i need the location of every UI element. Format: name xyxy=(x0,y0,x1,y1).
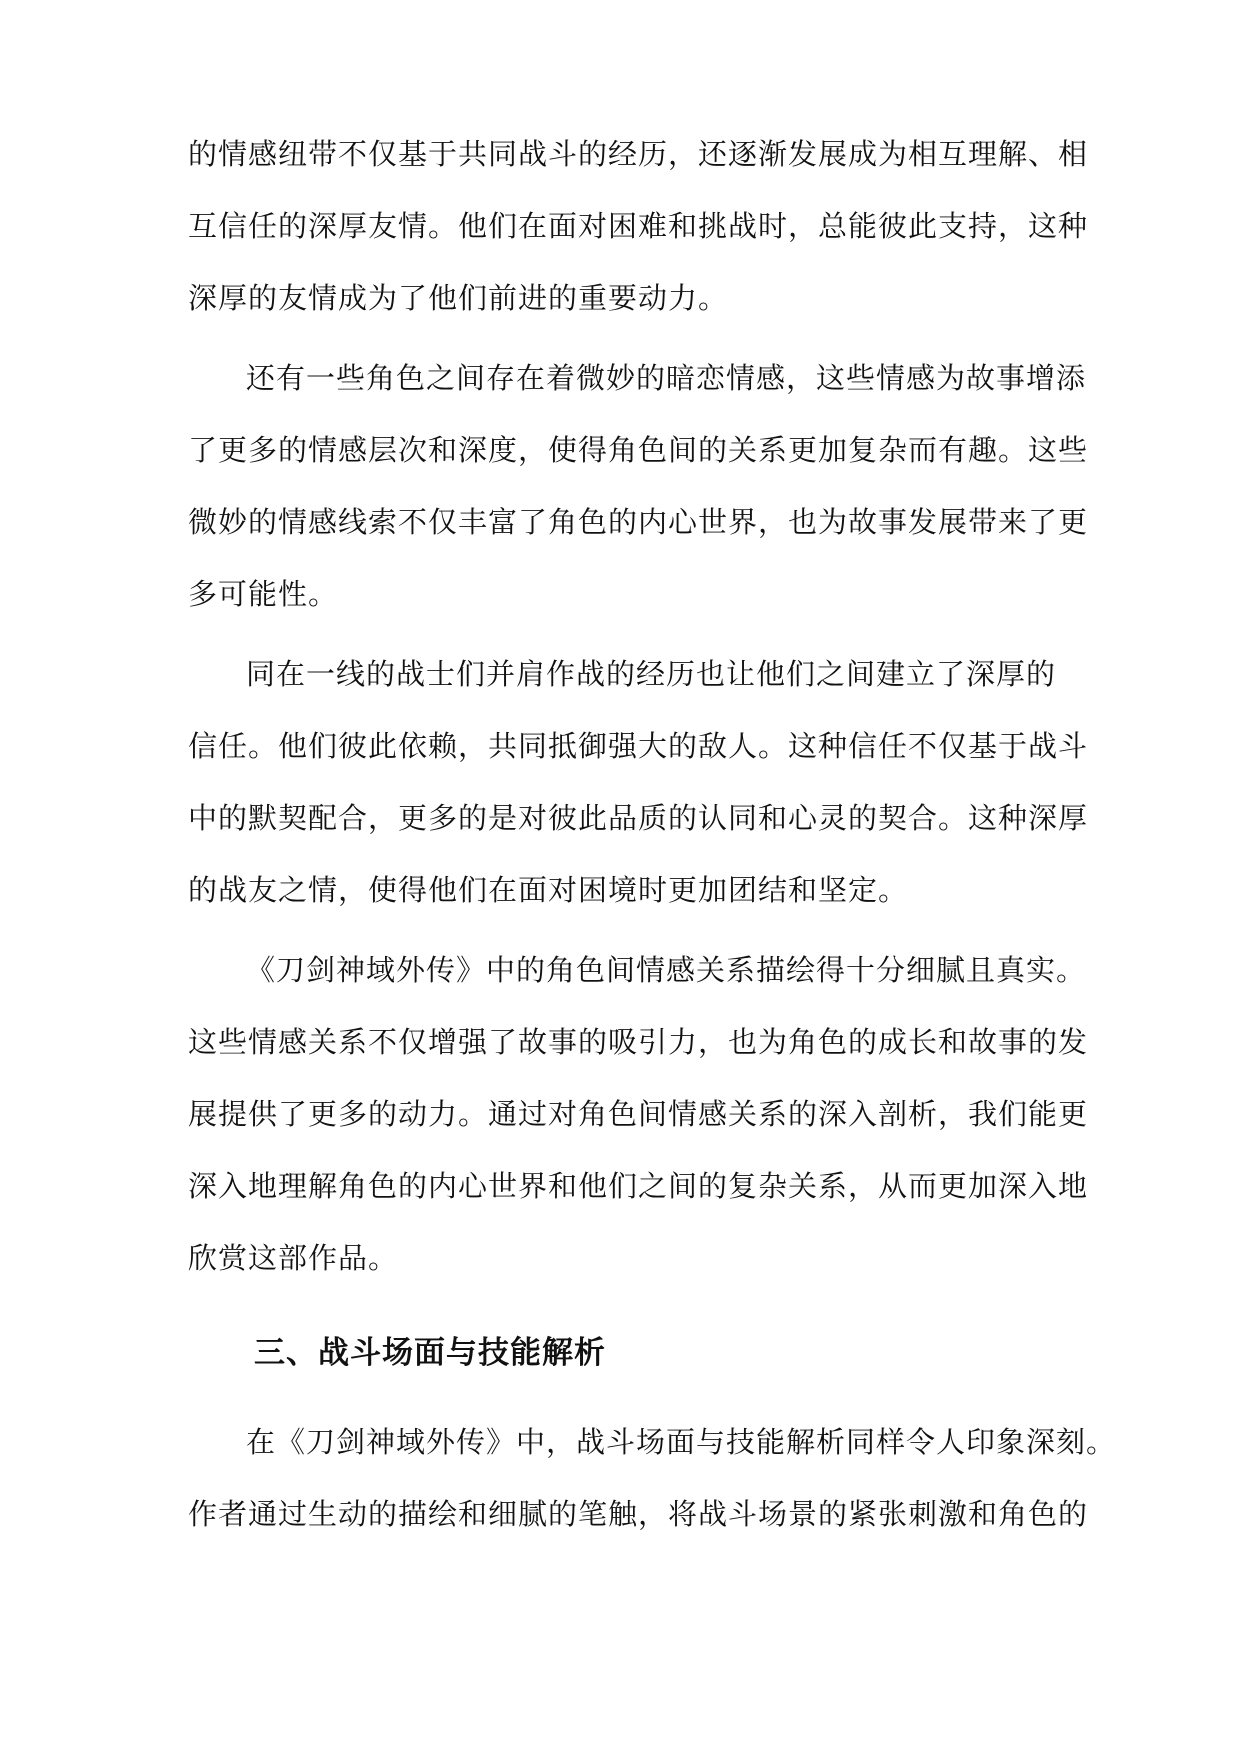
paragraph-line: 在《刀剑神域外传》中，战斗场面与技能解析同样令人印象深刻。 xyxy=(246,1425,1117,1459)
paragraph-line: 这些情感关系不仅增强了故事的吸引力，也为角色的成长和故事的发 xyxy=(188,1025,1089,1059)
paragraph-line: 中的默契配合，更多的是对彼此品质的认同和心灵的契合。这种深厚 xyxy=(188,801,1089,835)
paragraph-line: 互信任的深厚友情。他们在面对困难和挑战时，总能彼此支持，这种 xyxy=(188,209,1089,243)
paragraph-line: 信任。他们彼此依赖，共同抵御强大的敌人。这种信任不仅基于战斗 xyxy=(188,729,1089,763)
paragraph-line: 深厚的友情成为了他们前进的重要动力。 xyxy=(188,281,729,315)
paragraph-line: 还有一些角色之间存在着微妙的暗恋情感，这些情感为故事增添 xyxy=(246,361,1087,395)
paragraph-line: 多可能性。 xyxy=(188,577,339,611)
section-heading: 三、战斗场面与技能解析 xyxy=(254,1335,606,1371)
paragraph-line: 《刀剑神域外传》中的角色间情感关系描绘得十分细腻且真实。 xyxy=(246,953,1087,987)
paragraph-line: 同在一线的战士们并肩作战的经历也让他们之间建立了深厚的 xyxy=(246,657,1057,691)
paragraph-line: 的战友之情，使得他们在面对困境时更加团结和坚定。 xyxy=(188,873,909,907)
paragraph-line: 深入地理解角色的内心世界和他们之间的复杂关系，从而更加深入地 xyxy=(188,1169,1089,1203)
paragraph-line: 欣赏这部作品。 xyxy=(188,1241,399,1275)
paragraph-line: 的情感纽带不仅基于共同战斗的经历，还逐渐发展成为相互理解、相 xyxy=(188,137,1089,171)
paragraph-line: 作者通过生动的描绘和细腻的笔触，将战斗场景的紧张刺激和角色的 xyxy=(188,1497,1089,1531)
paragraph-line: 了更多的情感层次和深度，使得角色间的关系更加复杂而有趣。这些 xyxy=(188,433,1089,467)
paragraph-line: 微妙的情感线索不仅丰富了角色的内心世界，也为故事发展带来了更 xyxy=(188,505,1089,539)
paragraph-line: 展提供了更多的动力。通过对角色间情感关系的深入剖析，我们能更 xyxy=(188,1097,1089,1131)
